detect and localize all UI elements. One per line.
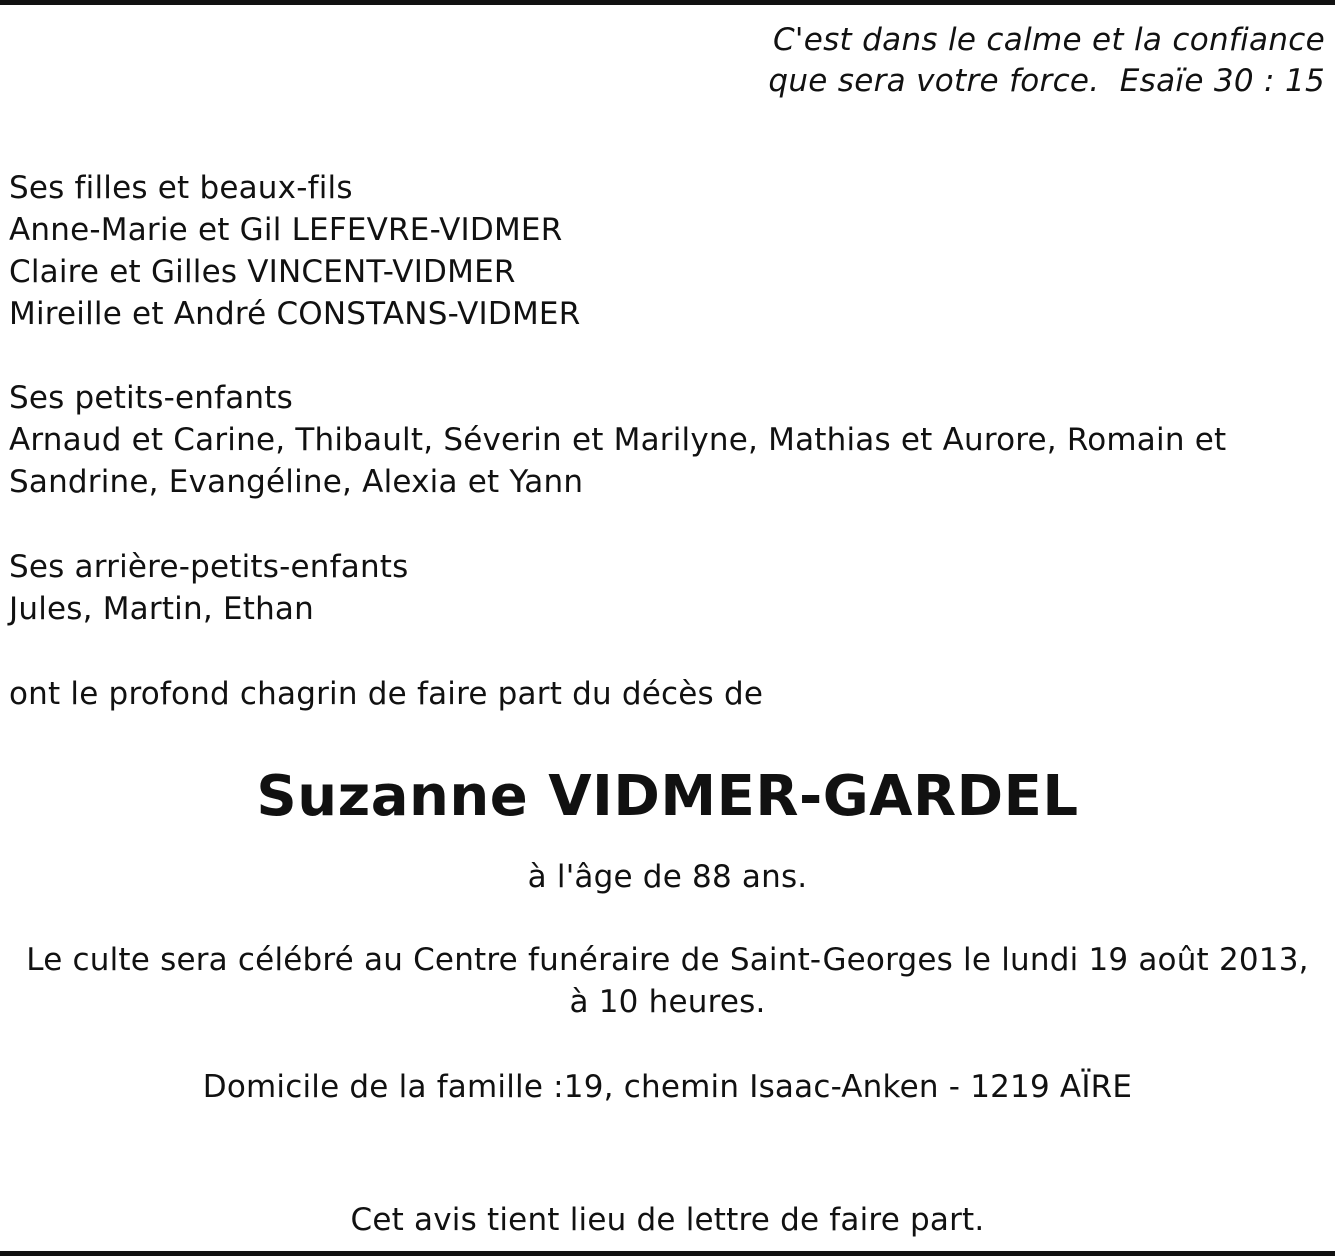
daughters-section [9, 167, 580, 335]
announcement-text: ont le profond chagrin de faire part du décès de [9, 676, 764, 712]
announcement-section [9, 673, 763, 715]
service-line-2: à 10 heures. [569, 984, 766, 1020]
top-border-rule [0, 0, 1335, 5]
footer-notice: Cet avis tient lieu de lettre de faire part. [350, 1202, 985, 1238]
daughter-couple: Claire et Gilles VINCENT-VIDMER [9, 254, 516, 290]
grandchildren-heading: Ses petits-enfants [9, 380, 293, 416]
epigraph-quote [768, 20, 1325, 102]
service-line-1: Le culte sera célébré au Centre funéraire de Saint-Georges le lundi 19 août 2013, [26, 942, 1309, 978]
deceased-name: Suzanne VIDMER-GARDEL [256, 764, 1079, 829]
grandchildren-names-line-1: Arnaud et Carine, Thibault, Séverin et Marilyne, Mathias et Aurore, Romain et [9, 422, 1227, 458]
grandchildren-section [9, 377, 1226, 503]
family-domicile: Domicile de la famille :19, chemin Isaac-Anken - 1219 AÏRE [202, 1069, 1133, 1105]
daughter-couple: Mireille et André CONSTANS-VIDMER [9, 296, 581, 332]
great-grandchildren-section [9, 546, 409, 630]
daughters-heading: Ses filles et beaux-fils [9, 170, 353, 206]
great-grandchildren-heading: Ses arrière-petits-enfants [9, 549, 409, 585]
daughter-couple: Anne-Marie et Gil LEFEVRE-VIDMER [9, 212, 563, 248]
bottom-border-rule [0, 1251, 1335, 1256]
deceased-age: à l'âge de 88 ans. [527, 859, 808, 895]
epigraph-line-1: C'est dans le calme et la confiance [772, 22, 1325, 58]
great-grandchildren-names: Jules, Martin, Ethan [9, 591, 314, 627]
grandchildren-names-line-2: Sandrine, Evangéline, Alexia et Yann [9, 464, 584, 500]
epigraph-line-2: que sera votre force. Esaïe 30 : 15 [768, 63, 1325, 99]
